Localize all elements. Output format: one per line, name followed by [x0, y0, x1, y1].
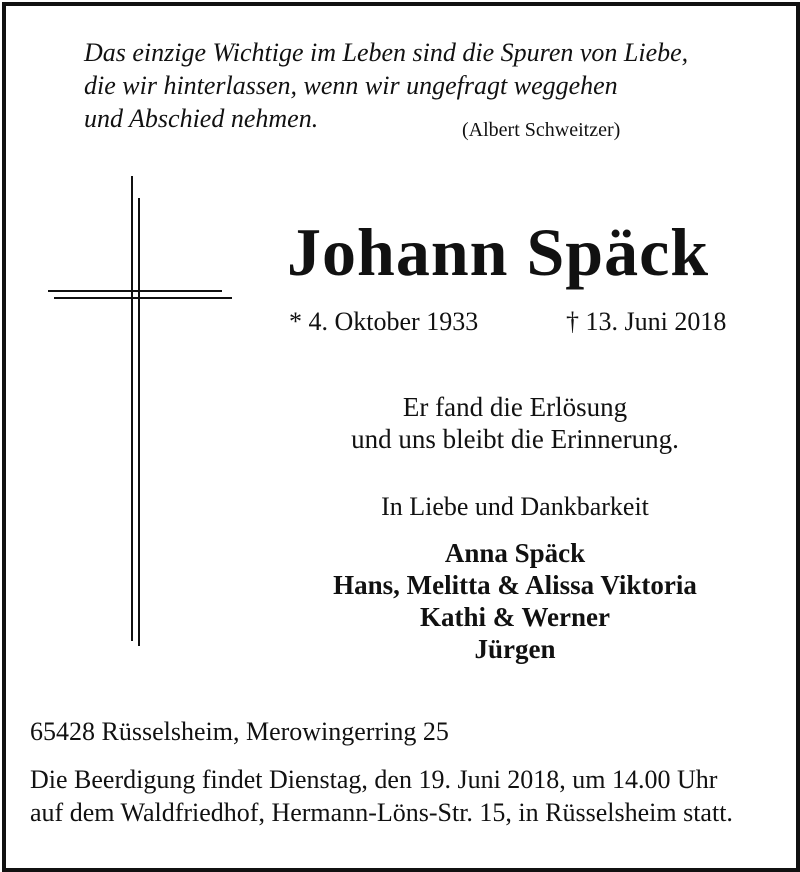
mourner-name: Jürgen [474, 634, 556, 664]
mourner-name: Anna Späck [444, 538, 586, 568]
death-date: † 13. Juni 2018 [566, 307, 727, 336]
consolation-text [280, 391, 750, 455]
birth-date: * 4. Oktober 1933 [289, 307, 479, 336]
quote-line: die wir hinterlassen, wenn wir ungefragt weggehen [84, 71, 618, 100]
consolation-line: Er fand die Erlösung [402, 392, 628, 422]
quote-line: Das einzige Wichtige im Leben sind die Spuren von Liebe, [84, 38, 689, 67]
quote-author: (Albert Schweitzer) [462, 119, 621, 141]
family-address: 65428 Rüsselsheim, Merowingerring 25 [30, 717, 449, 746]
mourner-name: Hans, Melitta & Alissa Viktoria [333, 570, 697, 600]
dedication-text: In Liebe und Dankbarkeit [381, 492, 649, 521]
cross-icon [46, 176, 236, 646]
deceased-name: Johann Späck [287, 214, 710, 290]
funeral-notice [30, 763, 733, 829]
funeral-line: auf dem Waldfriedhof, Hermann-Löns-Str. 15, in Rüsselsheim statt. [30, 798, 733, 827]
mourners-list [280, 537, 750, 665]
quote-line: und Abschied nehmen. [84, 104, 319, 133]
consolation-line: und uns bleibt die Erinnerung. [351, 424, 679, 454]
epigraph-quote [84, 36, 764, 135]
funeral-line: Die Beerdigung findet Dienstag, den 19. Juni 2018, um 14.00 Uhr [30, 765, 718, 794]
mourner-name: Kathi & Werner [420, 602, 610, 632]
